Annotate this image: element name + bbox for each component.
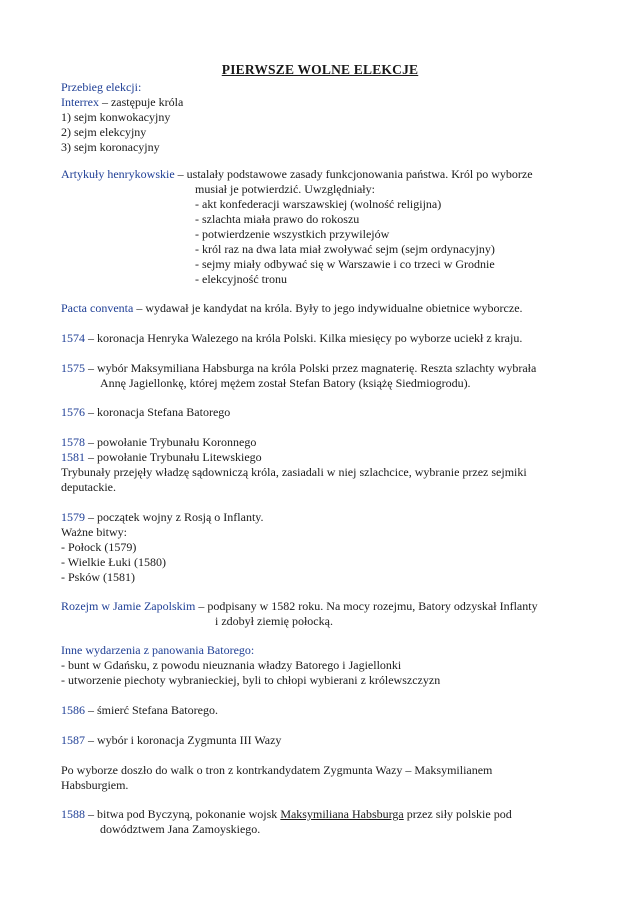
document-title: PIERWSZE WOLNE ELEKCJE <box>221 62 419 77</box>
event-1586 <box>61 703 581 718</box>
event-text: – koronacja Stefana Batorego <box>85 405 231 419</box>
section-inne <box>61 643 581 688</box>
artykuly-first-line <box>61 167 581 182</box>
artykuly-line: - akt konfederacji warszawskiej (wolność religijna) <box>195 197 442 211</box>
artykuly-line: - sejmy miały odbywać się w Warszawie i co trzeci w Grodnie <box>195 257 495 271</box>
inne-item: - bunt w Gdańsku, z powodu nieuznania władzy Batorego i Jagiellonki <box>61 658 402 672</box>
przebieg-item: 1) sejm konwokacyjny <box>61 110 171 124</box>
battle-item: - Wielkie Łuki (1580) <box>61 555 166 569</box>
event-1588 <box>61 807 581 837</box>
interrex-desc: – zastępuje króla <box>98 95 184 109</box>
po-wyborze-text-continued: Habsburgiem. <box>61 778 129 792</box>
przebieg-item: 3) sejm koronacyjny <box>61 140 160 154</box>
event-text-continued: Annę Jagiellonkę, której mężem został Stefan Batory (książę Siedmiogrodu). <box>100 376 471 390</box>
year-label: 1575 <box>61 361 85 375</box>
battle-item: - Połock (1579) <box>61 540 137 554</box>
przebieg-heading: Przebieg elekcji: <box>61 80 142 94</box>
section-po-wyborze <box>61 763 581 793</box>
artykuly-term: Artykuły henrykowskie <box>61 167 175 181</box>
event-text: – powołanie Trybunału Litewskiego <box>85 450 262 464</box>
event-text: – powołanie Trybunału Koronnego <box>85 435 257 449</box>
year-label: 1588 <box>61 807 85 821</box>
inne-item: - utworzenie piechoty wybranieckiej, byli to chłopi wybierani z królewszczyzn <box>61 673 441 687</box>
rozejm-term: Rozejm w Jamie Zapolskim <box>61 599 196 613</box>
artykuly-line: musiał je potwierdzić. Uwzględniały: <box>195 182 375 196</box>
year-label: 1574 <box>61 331 85 345</box>
section-trybunaly <box>61 435 581 495</box>
event-text: – bitwa pod Byczyną, pokonanie wojsk <box>85 807 281 821</box>
event-1574 <box>61 331 581 346</box>
event-text: – wybór Maksymiliana Habsburga na króla Polski przez magnaterię. Reszta szlachty wybrała <box>85 361 537 375</box>
pacta-desc: – wydawał je kandydat na króla. Były to jego indywidualne obietnice wyborcze. <box>133 301 523 315</box>
year-label: 1581 <box>61 450 85 464</box>
section-przebieg <box>61 80 581 155</box>
underlined-name: Maksymiliana Habsburga <box>280 807 404 821</box>
year-label: 1587 <box>61 733 85 747</box>
event-text: – koronacja Henryka Walezego na króla Polski. Kilka miesięcy po wyborze uciekł z kraju. <box>85 331 523 345</box>
battle-item: - Psków (1581) <box>61 570 135 584</box>
trybunaly-desc-continued: deputackie. <box>61 480 116 494</box>
event-text: – początek wojny z Rosją o Inflanty. <box>85 510 264 524</box>
event-text: – śmierć Stefana Batorego. <box>85 703 218 717</box>
artykuly-line: - elekcyjność tronu <box>195 272 287 286</box>
event-text: – wybór i koronacja Zygmunta III Wazy <box>85 733 282 747</box>
year-label: 1578 <box>61 435 85 449</box>
interrex-line <box>61 95 581 110</box>
artykuly-desc: – ustalały podstawowe zasady funkcjonowania państwa. Król po wyborze <box>174 167 533 181</box>
event-1576 <box>61 405 581 420</box>
artykuly-line: - potwierdzenie wszystkich przywilejów <box>195 227 390 241</box>
section-pacta <box>61 301 581 316</box>
pacta-term: Pacta conventa <box>61 301 134 315</box>
rozejm-desc: – podpisany w 1582 roku. Na mocy rozejmu, Batory odzyskał Inflanty <box>195 599 538 613</box>
battles-heading: Ważne bitwy: <box>61 525 128 539</box>
trybunaly-desc: Trybunały przejęły władzę sądowniczą króla, zasiadali w niej szlachcice, wybranie przez sejmiki <box>61 465 527 479</box>
event-1575 <box>61 361 581 391</box>
event-1587 <box>61 733 581 748</box>
rozejm-desc-continued: i zdobył ziemię połocką. <box>215 614 333 628</box>
interrex-term: Interrex <box>61 95 99 109</box>
section-rozejm <box>61 599 581 629</box>
event-text-continued: dowództwem Jana Zamoyskiego. <box>100 822 261 836</box>
section-artykuly <box>61 167 581 287</box>
inne-heading: Inne wydarzenia z panowania Batorego: <box>61 643 255 657</box>
event-text: przez siły polskie pod <box>403 807 512 821</box>
artykuly-line: - szlachta miała prawo do rokoszu <box>195 212 360 226</box>
event-1579 <box>61 510 581 585</box>
artykuly-line: - król raz na dwa lata miał zwoływać sejm (sejm ordynacyjny) <box>195 242 495 256</box>
przebieg-item: 2) sejm elekcyjny <box>61 125 147 139</box>
year-label: 1576 <box>61 405 85 419</box>
year-label: 1586 <box>61 703 85 717</box>
year-label: 1579 <box>61 510 85 524</box>
po-wyborze-text: Po wyborze doszło do walk o tron z kontrkandydatem Zygmunta Wazy – Maksymilianem <box>61 763 493 777</box>
